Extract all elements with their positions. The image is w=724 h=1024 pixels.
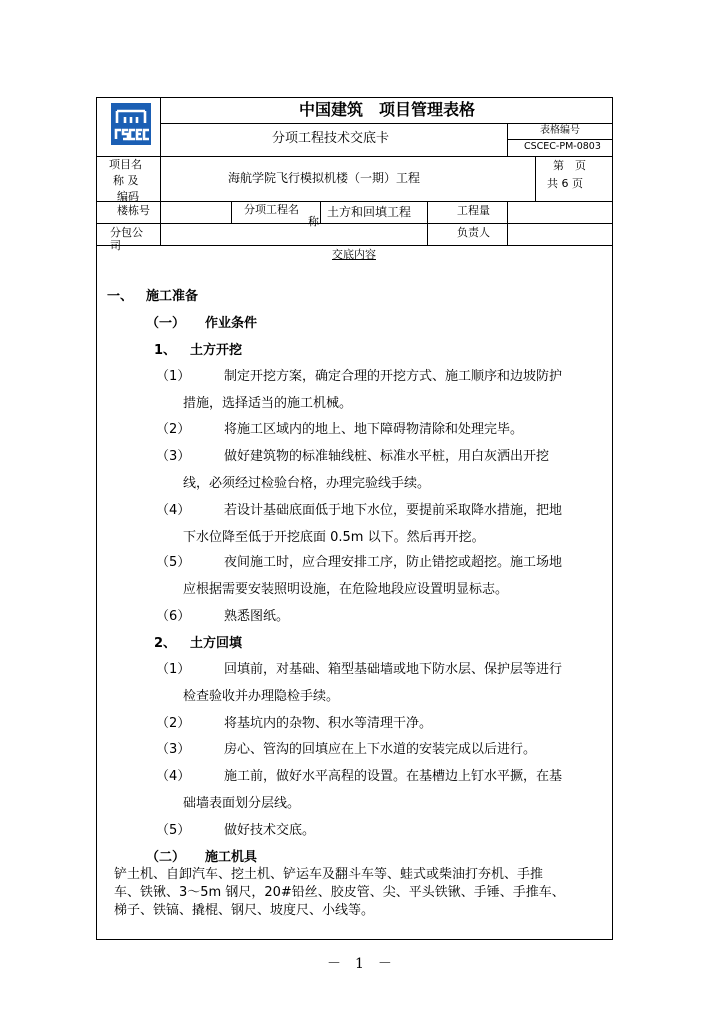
project-name: 海航学院飞行模拟机楼（一期）工程 xyxy=(228,171,421,185)
item-text-line2: 检查验收并办理隐检手续。 xyxy=(183,689,340,704)
info-row3-bottom xyxy=(96,245,613,246)
form-code: CSCEC-PM-0803 xyxy=(524,141,601,152)
item-text-line1: 房心、管沟的回填应在上下水道的安装完成以后进行。 xyxy=(224,742,537,757)
cscec-logo xyxy=(111,103,151,145)
heading-1: 施工准备 xyxy=(146,289,199,304)
item-text-line1: 夜间施工时，应合理安排工序，防止错挖或超挖。施工场地 xyxy=(224,555,563,570)
subitem-label-line1: 分项工程名 xyxy=(244,203,299,216)
info-row1-bottom xyxy=(96,201,613,202)
heading-3a-num: 1、 xyxy=(154,343,177,358)
tools-line-3: 梯子、铁镐、撬棍、钢尺、坡度尺、小线等。 xyxy=(114,903,375,918)
item-number: （4） xyxy=(156,769,191,784)
item-text-line1: 熟悉图纸。 xyxy=(224,609,290,624)
item-number: （6） xyxy=(156,609,191,624)
subcontract-label-line1: 分包公 xyxy=(110,226,143,239)
item-number: （4） xyxy=(156,503,191,518)
item-text-line2: 措施，选择适当的施工机械。 xyxy=(183,396,353,411)
item-text-line2: 下水位降至低于开挖底面 0.5m 以下。然后再开挖。 xyxy=(183,530,485,545)
item-text-line1: 做好建筑物的标准轴线桩、标准水平桩，用白灰洒出开挖 xyxy=(224,449,550,464)
page-total: 共 6 页 xyxy=(547,177,583,190)
info-page-divider xyxy=(535,156,536,201)
tools-line-1: 铲土机、自卸汽车、挖土机、铲运车及翻斗车等、蛙式或柴油打夯机、手推 xyxy=(114,867,544,882)
quantity-label: 工程量 xyxy=(457,204,490,217)
heading-2b-num: （二） xyxy=(146,850,186,865)
tools-line-2: 车、铁锹、3～5m 钢尺，20#铅丝、胶皮管、尖、平头铁锹、手锤、手推车、 xyxy=(114,885,565,900)
item-text-line1: 做好技术交底。 xyxy=(224,823,316,838)
info-subitem-divider xyxy=(320,201,321,223)
page-number: － 1 － xyxy=(327,956,392,972)
item-number: （5） xyxy=(156,823,191,838)
owner-label: 负责人 xyxy=(457,226,490,239)
item-number: （2） xyxy=(156,422,191,437)
subitem-label-line2: 称 xyxy=(308,215,319,228)
item-number: （3） xyxy=(156,449,191,464)
heading-3b-num: 2、 xyxy=(154,636,177,651)
item-text-line1: 将基坑内的杂物、积水等清理干净。 xyxy=(224,716,433,731)
item-number: （5） xyxy=(156,555,191,570)
header-logo-divider xyxy=(160,97,161,156)
item-text-line1: 将施工区域内的地上、地下障碍物清除和处理完毕。 xyxy=(224,422,524,437)
item-text-line1: 制定开挖方案，确定合理的开挖方式、施工顺序和边坡防护 xyxy=(224,369,563,384)
heading-1-num: 一、 xyxy=(107,289,134,304)
info-row2-bottom xyxy=(96,223,613,224)
heading-2b: 施工机具 xyxy=(205,850,258,865)
cscec-logo-icon xyxy=(111,103,151,145)
info-building-divider xyxy=(231,201,232,223)
heading-3b: 土方回填 xyxy=(190,636,243,651)
form-title: 分项工程技术交底卡 xyxy=(272,131,390,146)
header-row-divider xyxy=(160,123,613,124)
item-number: （3） xyxy=(156,742,191,757)
heading-2a-num: （一） xyxy=(146,316,186,331)
subcontract-label-line2: 司 xyxy=(110,239,121,252)
item-text-line2: 础墙表面划分层线。 xyxy=(183,796,301,811)
project-label-line2: 称 及 xyxy=(113,174,139,187)
item-number: （1） xyxy=(156,662,191,677)
heading-2a: 作业条件 xyxy=(205,316,258,331)
form-code-label: 表格编号 xyxy=(540,125,580,136)
item-text-line2: 应根据需要安装照明设施，在危险地段应设置明显标志。 xyxy=(183,582,509,597)
org-title: 中国建筑 项目管理表格 xyxy=(299,100,476,119)
section-title: 交底内容 xyxy=(332,248,376,261)
item-text-line1: 若设计基础底面低于地下水位，要提前采取降水措施，把地 xyxy=(224,503,563,518)
subitem-value: 土方和回填工程 xyxy=(327,205,412,219)
item-number: （2） xyxy=(156,716,191,731)
item-text-line2: 线，必须经过检验台格，办理完验线手续。 xyxy=(183,476,431,491)
item-number: （1） xyxy=(156,369,191,384)
item-text-line1: 回填前，对基础、箱型基础墙或地下防水层、保护层等进行 xyxy=(224,662,563,677)
project-label-line1: 项目名 xyxy=(109,158,142,171)
building-label: 楼栋号 xyxy=(117,204,150,217)
heading-3a: 土方开挖 xyxy=(190,343,243,358)
page-label: 第 页 xyxy=(553,159,586,172)
header-code-split xyxy=(507,139,613,140)
project-label-line3: 编码 xyxy=(117,190,139,203)
item-text-line1: 施工前，做好水平高程的设置。在基槽边上钉水平撅，在基 xyxy=(224,769,563,784)
